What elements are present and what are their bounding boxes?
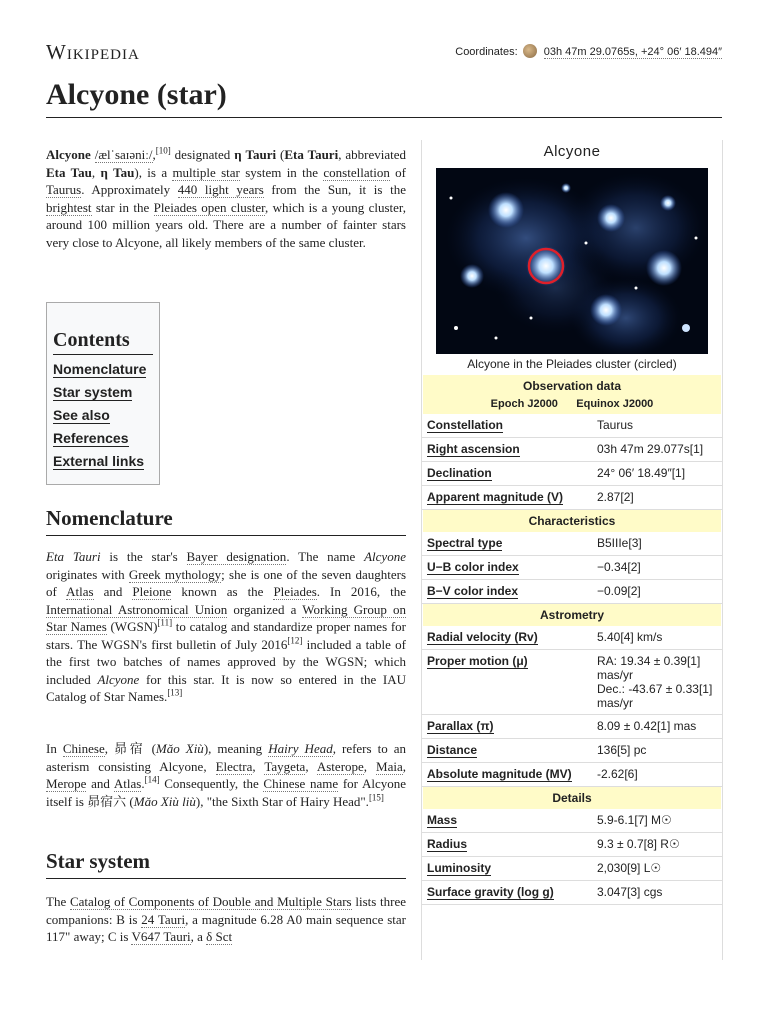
toc-item[interactable] [53, 384, 153, 400]
text: system in the [239, 164, 324, 180]
text: for this star. It is now so entered in the IAU Catalog of Star Names. [46, 671, 407, 704]
section-heading-nomenclature: Nomenclature [46, 506, 406, 536]
link-taurus[interactable]: Taurus [46, 182, 82, 198]
link[interactable]: Merope [46, 776, 87, 791]
text: designated [170, 147, 235, 162]
infobox-key[interactable] [427, 719, 597, 734]
nomenclature-paragraph-1 [46, 548, 406, 706]
link[interactable]: Maia [376, 758, 403, 774]
infobox-value: 24° 06′ 18.49″[1] [597, 466, 686, 480]
infobox-value: 5.9-6.1[7] M☉ [597, 813, 672, 827]
text: , 昴宿 ( [104, 741, 156, 756]
text: for Alcyone itself is 昴宿六 ( [46, 776, 407, 809]
infobox-row [422, 462, 722, 486]
infobox-value: 5.40[4] km/s [597, 630, 663, 644]
infobox-row [422, 626, 722, 650]
infobox-key[interactable] [427, 885, 597, 900]
epoch-equinox: Epoch J2000 Equinox J2000 [490, 398, 654, 410]
text: and [86, 776, 114, 791]
infobox-value: −0.34[2] [597, 560, 641, 574]
link[interactable]: International Astronomical Union [46, 601, 228, 617]
lead-designation: η Tauri [234, 147, 277, 162]
toc-item[interactable] [53, 361, 153, 377]
link[interactable]: Chinese name [263, 776, 339, 791]
text: and [93, 584, 133, 599]
text: , a magnitude 6.28 A0 main sequence star 117" away; C is [46, 911, 406, 944]
link[interactable]: Bayer designation [186, 549, 287, 564]
infobox-row [422, 809, 722, 833]
infobox-row [422, 486, 722, 510]
infobox-key[interactable] [427, 630, 597, 645]
star-system-paragraph [46, 893, 406, 946]
lead-paragraph: Alcyone /ælˈsaɪəniː/,[10] designated η Tauri (Eta Tauri, abbreviated Eta Tau, η Tau), is a multiple star system in the constellation of Taurus. Approximately 440 light years from the Sun, it is the brightest star in the Pleiades open cluster, which is a young cluster, around 100 million years old. There are a number of fainter stars very close to Alcyone, all likely members of the same cluster. [46, 145, 407, 250]
text: is the star's [100, 549, 187, 564]
toc-item-label[interactable]: Nomenclature [53, 361, 147, 377]
coordinates-label: Coordinates: [455, 46, 518, 58]
toc-item-label[interactable]: External links [53, 453, 145, 469]
link[interactable]: 24 Tauri [141, 911, 186, 927]
infobox-value: B5IIIe[3] [597, 536, 642, 550]
ref-link[interactable]: [10] [155, 145, 171, 156]
pleiades-image[interactable] [436, 168, 708, 354]
text: star in the [91, 199, 154, 215]
text: originates with [46, 566, 129, 582]
link-brightest[interactable]: brightest [46, 199, 92, 215]
text: Consequently, the [159, 776, 264, 791]
link[interactable]: Pleiades [273, 584, 317, 599]
text: . [141, 776, 145, 791]
infobox-key[interactable] [427, 861, 597, 876]
coordinates [455, 44, 722, 58]
text: ), is a [134, 164, 173, 180]
toc-item-label[interactable]: Star system [53, 384, 133, 400]
infobox-value: -2.62[6] [597, 767, 638, 781]
link[interactable]: Atlas [66, 584, 94, 599]
infobox-key[interactable] [427, 418, 597, 433]
infobox-value: 9.3 ± 0.7[8] R☉ [597, 837, 680, 851]
infobox-key-label[interactable]: Parallax (π) [427, 719, 494, 733]
infobox-value: Taurus [597, 418, 634, 432]
link[interactable]: Atlas [113, 776, 142, 791]
text: , [252, 758, 265, 774]
link-pleiades[interactable]: Pleiades open cluster [153, 199, 265, 215]
text: lists three companions: B is [46, 894, 407, 927]
link[interactable]: Greek mythology [128, 566, 222, 582]
infobox-key[interactable] [427, 490, 597, 505]
italic-text: Eta Tauri [46, 549, 101, 564]
text: , refers to an asterism consisting Alcyone, [46, 741, 406, 774]
text: , [402, 758, 406, 774]
infobox-row [422, 438, 722, 462]
link[interactable]: Hairy Head [268, 741, 333, 756]
infobox-row [422, 532, 722, 556]
infobox-value: 2.87[2] [597, 490, 634, 504]
infobox-value: 136[5] pc [597, 743, 647, 757]
text: ), meaning [203, 741, 269, 756]
link[interactable]: Catalog of Components of Double and Multiple Stars [69, 894, 352, 909]
infobox-key-label[interactable]: Absolute magnitude (MV) [427, 767, 572, 781]
lead-bold: Eta Tauri [284, 147, 339, 162]
infobox-key[interactable] [427, 813, 597, 828]
link[interactable]: Taygeta [264, 758, 306, 774]
toc-item-label[interactable]: See also [53, 407, 110, 423]
toc-item-label[interactable]: References [53, 430, 129, 446]
link-constellation[interactable]: constellation [323, 164, 390, 180]
text: . Approximately [81, 182, 178, 198]
coordinates-link[interactable]: 03h 47m 29.0765s, +24° 06′ 18.494″ [543, 46, 722, 58]
infobox-row [422, 857, 722, 881]
link[interactable]: V647 Tauri [131, 929, 191, 944]
infobox-key-label[interactable]: Declination [427, 466, 492, 480]
infobox-row [422, 881, 722, 905]
text: , [91, 164, 101, 180]
text: included a table of the first two batches of names approved by the WGSN; which included [46, 636, 407, 687]
wikipedia-wordmark[interactable]: Wikipedia [46, 40, 140, 64]
text: (WGSN) [106, 619, 158, 634]
band-details: Details [423, 787, 721, 809]
link[interactable]: Pleione [132, 584, 172, 599]
infobox-caption: Alcyone in the Pleiades cluster (circled) [467, 357, 677, 371]
table-of-contents [46, 302, 160, 485]
link[interactable]: Electra [215, 758, 253, 774]
text: , which is a young cluster, around 100 million years old. There are a number of fainter stars very close to Alcyone, all likely members of the same cluster. [46, 199, 406, 250]
text: ), "the Sixth Star of Hairy Head". [195, 793, 369, 809]
infobox-key[interactable] [427, 560, 597, 575]
infobox-key-label[interactable]: Surface gravity (log g) [427, 885, 554, 899]
band-astrometry: Astrometry [423, 604, 721, 626]
text: In [46, 741, 63, 756]
infobox-value: 8.09 ± 0.42[1] mas [597, 719, 697, 733]
italic-text: Mǎo Xiù liù [133, 793, 196, 809]
text: from the Sun, it is the [263, 182, 406, 198]
link[interactable]: Working Group on Star Names [46, 601, 406, 634]
infobox-key-label[interactable]: B−V color index [427, 584, 519, 598]
infobox-key[interactable] [427, 536, 597, 551]
toc-item[interactable] [53, 453, 153, 469]
text: ; she is one of the seven daughters of [46, 566, 407, 599]
text: known as the [171, 584, 274, 599]
text: to catalog and standardize proper names for stars. The WGSN's first bulletin of July 2016 [46, 619, 407, 652]
infobox-value: 2,030[9] L☉ [597, 861, 662, 875]
text: ( [276, 147, 285, 162]
infobox-key-label[interactable]: Spectral type [427, 536, 503, 550]
link-multiple-star[interactable]: multiple star [172, 164, 240, 180]
infobox-title: Alcyone [543, 143, 601, 160]
band-observation-data [423, 375, 721, 414]
infobox-row [422, 556, 722, 580]
link[interactable]: Chinese [62, 741, 105, 756]
lead-bold-name: Alcyone [46, 147, 91, 162]
infobox-key[interactable] [427, 584, 597, 599]
title-divider [46, 117, 722, 118]
ref-link[interactable]: [11] [157, 617, 173, 628]
infobox-key[interactable] [427, 466, 597, 481]
infobox-value: −0.09[2] [597, 584, 641, 598]
infobox-key-label[interactable]: Apparent magnitude (V) [427, 490, 564, 504]
infobox [421, 140, 723, 960]
infobox-key-label[interactable]: Radial velocity (Rv) [427, 630, 538, 644]
text: . In 2016, the [316, 584, 406, 599]
infobox-value: 3.047[3] cgs [597, 885, 663, 899]
text: The [46, 894, 70, 909]
infobox-row [422, 580, 722, 604]
infobox-key-label[interactable]: Radius [427, 837, 468, 851]
infobox-row [422, 650, 722, 715]
infobox-key[interactable] [427, 654, 597, 710]
infobox-row [422, 763, 722, 787]
text: , abbreviated [338, 147, 407, 162]
page-title: Alcyone (star) [46, 78, 227, 111]
infobox-row [422, 715, 722, 739]
infobox-key-label[interactable]: Proper motion (μ) [427, 654, 528, 668]
ref-link[interactable]: [12] [287, 635, 303, 646]
text: , [305, 758, 317, 774]
nomenclature-paragraph-2 [46, 740, 406, 810]
italic-text: Alcyone [364, 549, 406, 564]
text: , a [190, 929, 207, 944]
lead-bold: Eta Tau [46, 164, 92, 180]
infobox-row [422, 739, 722, 763]
ipa-link[interactable]: /ælˈsaɪəniː/ [94, 147, 153, 162]
infobox-key[interactable] [427, 442, 597, 457]
infobox-key[interactable] [427, 767, 597, 782]
band-label: Observation data [522, 379, 622, 393]
pleiades-photo [436, 168, 708, 354]
text: . The name [286, 549, 365, 564]
infobox-value: RA: 19.34 ± 0.39[1] mas/yr Dec.: -43.67 ± 0.33[1] mas/yr [597, 654, 713, 710]
lead-bold: η Tau [100, 164, 135, 180]
link[interactable]: Asterope [316, 758, 364, 774]
infobox-row [422, 833, 722, 857]
section-heading-star-system: Star system [46, 849, 406, 879]
ref-link[interactable]: [14] [144, 774, 160, 785]
toc-item[interactable] [53, 407, 153, 423]
text: organized a [227, 601, 303, 617]
text: , [363, 758, 377, 774]
globe-icon[interactable] [523, 44, 537, 58]
infobox-key[interactable] [427, 837, 597, 852]
italic-text: Mǎo Xiù [155, 741, 204, 756]
toc-title: Contents [53, 329, 153, 355]
infobox-row [422, 414, 722, 438]
ref-link[interactable]: [15] [368, 792, 384, 803]
link[interactable]: δ Sct [206, 929, 233, 944]
infobox-value: 03h 47m 29.077s[1] [597, 442, 704, 456]
band-characteristics: Characteristics [423, 510, 721, 532]
infobox-key-label[interactable]: Luminosity [427, 861, 492, 875]
toc-list [53, 361, 153, 469]
infobox-key-label[interactable]: Right ascension [427, 442, 520, 456]
text: of [389, 164, 407, 180]
infobox-key-label[interactable]: Mass [427, 813, 458, 827]
italic-text: Alcyone [97, 671, 140, 687]
link-light-years[interactable]: 440 light years [177, 182, 264, 198]
infobox-key-label[interactable]: Distance [427, 743, 478, 757]
toc-item[interactable] [53, 430, 153, 446]
infobox-key-label[interactable]: U−B color index [427, 560, 519, 574]
infobox-key[interactable] [427, 743, 597, 758]
infobox-key-label[interactable]: Constellation [427, 418, 504, 432]
ref-link[interactable]: [13] [167, 687, 183, 698]
